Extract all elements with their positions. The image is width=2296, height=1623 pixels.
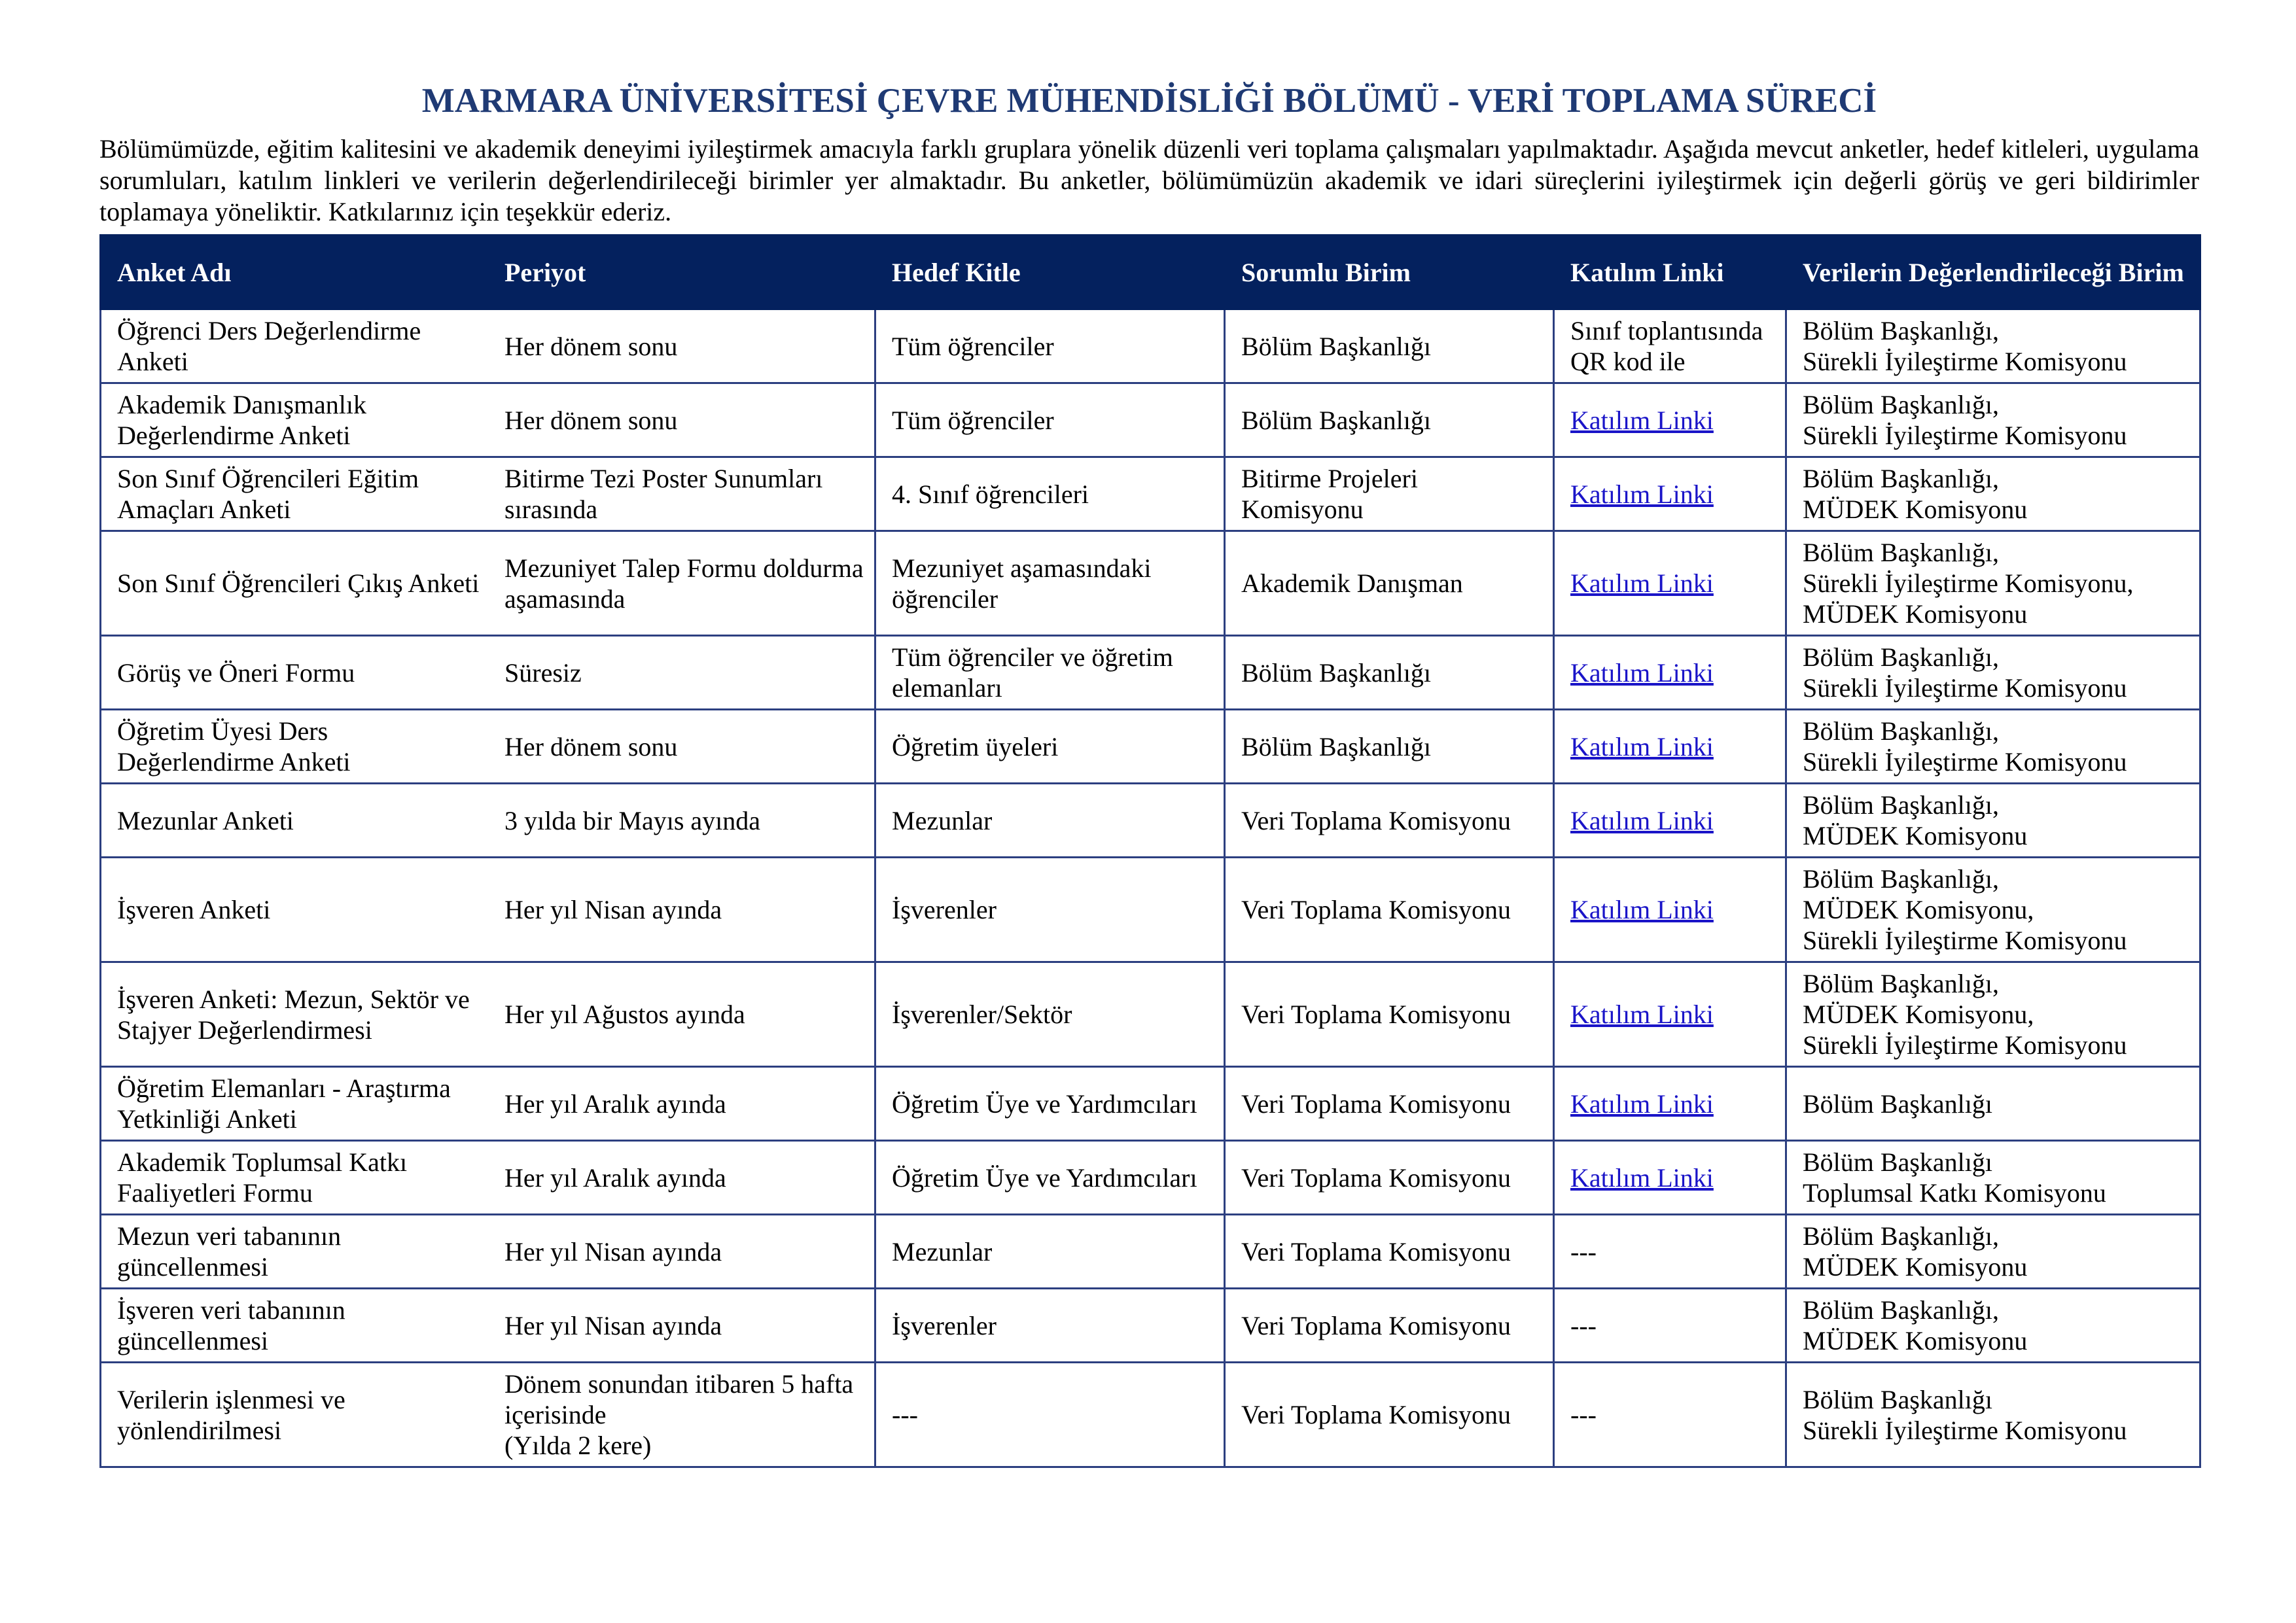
cell-evaluation-unit	[1786, 784, 2200, 858]
cell-participation-link	[1554, 1215, 1786, 1289]
cell-period	[488, 962, 875, 1067]
cell-text: ---	[1570, 1236, 1597, 1266]
table-row	[101, 1363, 2200, 1467]
table-row	[101, 309, 2200, 383]
header-period: Periyot	[488, 236, 875, 309]
participation-link[interactable]: Katılım Linki	[1570, 479, 1714, 509]
cell-text: Öğretim Üyesi Ders Değerlendirme Anketi	[117, 716, 351, 777]
cell-participation-link	[1554, 531, 1786, 636]
participation-link[interactable]: Katılım Linki	[1570, 405, 1714, 435]
cell-text: Veri Toplama Komisyonu	[1241, 1310, 1511, 1340]
cell-evaluation-unit	[1786, 636, 2200, 710]
cell-text: Son Sınıf Öğrencileri Eğitim Amaçları Anketi	[117, 464, 419, 524]
cell-target-audience	[875, 309, 1225, 383]
cell-text: Mezunlar	[892, 1236, 993, 1266]
cell-participation-link	[1554, 858, 1786, 962]
cell-text: Veri Toplama Komisyonu	[1241, 1162, 1511, 1193]
cell-text: Tüm öğrenciler ve öğretim elemanları	[892, 642, 1173, 703]
cell-participation-link	[1554, 1141, 1786, 1215]
cell-evaluation-unit	[1786, 309, 2200, 383]
cell-text: Mezuniyet aşamasındaki öğrenciler	[892, 553, 1152, 614]
cell-line: Bölüm Başkanlığı,	[1803, 464, 1999, 493]
cell-survey-name	[101, 1141, 488, 1215]
cell-period	[488, 1289, 875, 1363]
cell-responsible-unit	[1225, 858, 1554, 962]
cell-line: MÜDEK Komisyonu,	[1803, 895, 2034, 924]
table-header-row	[101, 236, 2200, 309]
cell-text: Verilerin işlenmesi ve yönlendirilmesi	[117, 1384, 345, 1445]
cell-period	[488, 1141, 875, 1215]
cell-line: MÜDEK Komisyonu	[1803, 495, 2028, 524]
cell-evaluation-unit	[1786, 1363, 2200, 1467]
cell-line: Bölüm Başkanlığı,	[1803, 1221, 1999, 1251]
cell-line: (Yılda 2 kere)	[504, 1431, 652, 1460]
cell-period	[488, 784, 875, 858]
table-row	[101, 1067, 2200, 1141]
cell-responsible-unit	[1225, 531, 1554, 636]
table-row	[101, 710, 2200, 784]
cell-line: Sürekli İyileştirme Komisyonu,	[1803, 568, 2134, 598]
cell-survey-name	[101, 1215, 488, 1289]
cell-text: Akademik Toplumsal Katkı Faaliyetleri Formu	[117, 1147, 408, 1208]
cell-text: Her yıl Nisan ayında	[504, 895, 722, 924]
cell-responsible-unit	[1225, 1141, 1554, 1215]
cell-target-audience	[875, 784, 1225, 858]
cell-evaluation-unit	[1786, 531, 2200, 636]
cell-survey-name	[101, 1363, 488, 1467]
cell-text: Öğretim üyeleri	[892, 731, 1059, 761]
cell-survey-name	[101, 858, 488, 962]
cell-text: İşverenler	[892, 895, 997, 924]
cell-text: Veri Toplama Komisyonu	[1241, 895, 1511, 924]
cell-line: Bölüm Başkanlığı,	[1803, 790, 1999, 820]
cell-line: Sürekli İyileştirme Komisyonu	[1803, 1030, 2127, 1060]
cell-target-audience	[875, 1289, 1225, 1363]
cell-responsible-unit	[1225, 962, 1554, 1067]
participation-link[interactable]: Katılım Linki	[1570, 895, 1714, 924]
cell-line: Bölüm Başkanlığı,	[1803, 390, 1999, 419]
cell-participation-link	[1554, 636, 1786, 710]
cell-participation-link	[1554, 1289, 1786, 1363]
cell-responsible-unit	[1225, 1067, 1554, 1141]
cell-line: Sürekli İyileştirme Komisyonu	[1803, 347, 2127, 376]
header-evaluation-unit: Verilerin Değerlendirileceği Birim	[1786, 236, 2200, 309]
cell-survey-name	[101, 962, 488, 1067]
participation-link[interactable]: Katılım Linki	[1570, 731, 1714, 761]
participation-link[interactable]: Katılım Linki	[1570, 1089, 1714, 1119]
cell-period	[488, 1215, 875, 1289]
cell-evaluation-unit	[1786, 1067, 2200, 1141]
cell-text: Veri Toplama Komisyonu	[1241, 1236, 1511, 1266]
cell-line: Sürekli İyileştirme Komisyonu	[1803, 421, 2127, 450]
cell-text: Öğretim Üye ve Yardımcıları	[892, 1162, 1197, 1193]
cell-line: Bölüm Başkanlığı,	[1803, 1295, 1999, 1325]
cell-evaluation-unit	[1786, 1215, 2200, 1289]
cell-evaluation-unit	[1786, 858, 2200, 962]
cell-text: Her dönem sonu	[504, 331, 678, 361]
cell-line: Sürekli İyileştirme Komisyonu	[1803, 1415, 2127, 1445]
page-title: MARMARA ÜNİVERSİTESİ ÇEVRE MÜHENDİSLİĞİ BÖLÜMÜ - VERİ TOPLAMA SÜRECİ	[421, 82, 1877, 120]
cell-responsible-unit	[1225, 636, 1554, 710]
cell-text: Bitirme Projeleri Komisyonu	[1241, 464, 1418, 524]
cell-text: 4. Sınıf öğrencileri	[892, 479, 1089, 509]
cell-participation-link	[1554, 962, 1786, 1067]
cell-text: Bölüm Başkanlığı	[1241, 657, 1431, 688]
table-row	[101, 1215, 2200, 1289]
cell-period	[488, 531, 875, 636]
cell-text: Akademik Danışmanlık Değerlendirme Anketi	[117, 390, 367, 450]
cell-responsible-unit	[1225, 457, 1554, 531]
cell-text: İşveren veri tabanının güncellenmesi	[117, 1295, 345, 1355]
cell-text: Mezun veri tabanının güncellenmesi	[117, 1221, 342, 1282]
cell-line: Bölüm Başkanlığı	[1803, 1147, 1992, 1177]
cell-period	[488, 1363, 875, 1467]
cell-line: Sürekli İyileştirme Komisyonu	[1803, 673, 2127, 703]
table-body	[101, 309, 2200, 1467]
cell-line: Dönem sonundan itibaren 5 hafta içerisinde	[504, 1369, 854, 1429]
cell-participation-link	[1554, 710, 1786, 784]
cell-text: Bölüm Başkanlığı	[1241, 331, 1431, 361]
cell-line: MÜDEK Komisyonu	[1803, 1252, 2028, 1282]
cell-text: Mezuniyet Talep Formu doldurma aşamasında	[504, 553, 864, 614]
cell-target-audience	[875, 531, 1225, 636]
cell-text: Veri Toplama Komisyonu	[1241, 1089, 1511, 1119]
cell-period	[488, 457, 875, 531]
cell-line: Toplumsal Katkı Komisyonu	[1803, 1178, 2106, 1208]
cell-line: Bölüm Başkanlığı	[1803, 1384, 1992, 1414]
cell-survey-name	[101, 710, 488, 784]
cell-text: Öğretim Üye ve Yardımcıları	[892, 1089, 1197, 1119]
cell-line: Bölüm Başkanlığı,	[1803, 642, 1999, 672]
cell-responsible-unit	[1225, 309, 1554, 383]
intro-paragraph: Bölümümüzde, eğitim kalitesini ve akademik deneyimi iyileştirmek amacıyla farklı gruplara yönelik düzenli veri toplama çalışmaları yapılmaktadır. Aşağıda mevcut anketler, hedef kitleleri, uygulama sorumluları, katılım linkleri ve verilerin değerlendirileceği birimler yer almaktadır. Bu anketler, bölümümüzün akademik ve idari süreçlerini iyileştirmek için değerli görüş ve geri bildirimler toplamaya yöneliktir. Katkılarınız için teşekkür ederiz.	[99, 134, 2199, 226]
cell-target-audience	[875, 1141, 1225, 1215]
header-target-audience: Hedef Kitle	[875, 236, 1225, 309]
cell-responsible-unit	[1225, 784, 1554, 858]
cell-text: Sınıf toplantısında QR kod ile	[1570, 316, 1763, 376]
cell-text: İşverenler	[892, 1310, 997, 1340]
cell-text: ---	[1570, 1400, 1597, 1429]
cell-evaluation-unit	[1786, 1289, 2200, 1363]
cell-text: Akademik Danışman	[1241, 568, 1463, 598]
cell-text: Her yıl Nisan ayında	[504, 1310, 722, 1340]
cell-line: Bölüm Başkanlığı,	[1803, 716, 1999, 746]
cell-text: Bölüm Başkanlığı	[1241, 731, 1431, 761]
table-row	[101, 858, 2200, 962]
cell-text: Mezunlar	[892, 805, 993, 835]
participation-link[interactable]: Katılım Linki	[1570, 1162, 1714, 1193]
table-row	[101, 1289, 2200, 1363]
cell-text: Veri Toplama Komisyonu	[1241, 805, 1511, 835]
cell-participation-link	[1554, 383, 1786, 457]
cell-period	[488, 383, 875, 457]
cell-target-audience	[875, 636, 1225, 710]
cell-responsible-unit	[1225, 710, 1554, 784]
cell-text: Görüş ve Öneri Formu	[117, 657, 355, 688]
cell-text: 3 yılda bir Mayıs ayında	[504, 805, 761, 835]
header-participation-link: Katılım Linki	[1554, 236, 1786, 309]
cell-text: ---	[892, 1400, 918, 1429]
cell-period	[488, 1067, 875, 1141]
cell-line: Bölüm Başkanlığı,	[1803, 864, 1999, 894]
cell-target-audience	[875, 383, 1225, 457]
cell-period	[488, 858, 875, 962]
cell-text: Tüm öğrenciler	[892, 405, 1054, 435]
table-row	[101, 962, 2200, 1067]
header-responsible-unit: Sorumlu Birim	[1225, 236, 1554, 309]
cell-participation-link	[1554, 309, 1786, 383]
cell-text: Her yıl Aralık ayında	[504, 1089, 726, 1119]
cell-period	[488, 710, 875, 784]
cell-text: Öğrenci Ders Değerlendirme Anketi	[117, 316, 421, 376]
cell-responsible-unit	[1225, 1215, 1554, 1289]
cell-survey-name	[101, 309, 488, 383]
cell-line: Sürekli İyileştirme Komisyonu	[1803, 747, 2127, 777]
cell-survey-name	[101, 457, 488, 531]
table-row	[101, 784, 2200, 858]
cell-responsible-unit	[1225, 1289, 1554, 1363]
cell-evaluation-unit	[1786, 383, 2200, 457]
table-row	[101, 457, 2200, 531]
table-row	[101, 1141, 2200, 1215]
cell-line: Bölüm Başkanlığı,	[1803, 316, 1999, 345]
survey-table	[99, 234, 2201, 1468]
cell-text: Bitirme Tezi Poster Sunumları sırasında	[504, 464, 823, 524]
cell-target-audience	[875, 457, 1225, 531]
cell-survey-name	[101, 1289, 488, 1363]
document-page	[99, 77, 2199, 1468]
cell-evaluation-unit	[1786, 457, 2200, 531]
cell-text: İşveren Anketi	[117, 895, 271, 924]
cell-participation-link	[1554, 457, 1786, 531]
participation-link[interactable]: Katılım Linki	[1570, 568, 1714, 598]
cell-target-audience	[875, 710, 1225, 784]
cell-text: Her yıl Aralık ayında	[504, 1162, 726, 1193]
cell-responsible-unit	[1225, 383, 1554, 457]
cell-text: Bölüm Başkanlığı	[1803, 1089, 1992, 1119]
cell-target-audience	[875, 1215, 1225, 1289]
cell-line: MÜDEK Komisyonu	[1803, 1326, 2028, 1355]
cell-text: ---	[1570, 1310, 1597, 1340]
participation-link[interactable]: Katılım Linki	[1570, 805, 1714, 835]
cell-survey-name	[101, 636, 488, 710]
cell-line: MÜDEK Komisyonu,	[1803, 1000, 2034, 1029]
cell-text: Son Sınıf Öğrencileri Çıkış Anketi	[117, 568, 480, 598]
cell-text: Süresiz	[504, 657, 582, 688]
table-row	[101, 636, 2200, 710]
cell-text: Her yıl Ağustos ayında	[504, 1000, 745, 1029]
cell-survey-name	[101, 531, 488, 636]
header-survey-name: Anket Adı	[101, 236, 488, 309]
cell-participation-link	[1554, 1363, 1786, 1467]
cell-period	[488, 309, 875, 383]
cell-text: Öğretim Elemanları - Araştırma Yetkinliği Anketi	[117, 1073, 451, 1134]
cell-text: Mezunlar Anketi	[117, 805, 294, 835]
cell-participation-link	[1554, 1067, 1786, 1141]
cell-period	[488, 636, 875, 710]
cell-line: Bölüm Başkanlığı,	[1803, 538, 1999, 567]
cell-evaluation-unit	[1786, 1141, 2200, 1215]
participation-link[interactable]: Katılım Linki	[1570, 1000, 1714, 1029]
cell-text: Her yıl Nisan ayında	[504, 1236, 722, 1266]
cell-line: MÜDEK Komisyonu	[1803, 821, 2028, 850]
cell-text: Veri Toplama Komisyonu	[1241, 1400, 1511, 1429]
cell-survey-name	[101, 383, 488, 457]
cell-line: Bölüm Başkanlığı,	[1803, 969, 1999, 998]
cell-text: Her dönem sonu	[504, 731, 678, 761]
cell-text: Her dönem sonu	[504, 405, 678, 435]
cell-line: MÜDEK Komisyonu	[1803, 599, 2028, 629]
cell-evaluation-unit	[1786, 962, 2200, 1067]
cell-survey-name	[101, 784, 488, 858]
cell-text: Veri Toplama Komisyonu	[1241, 1000, 1511, 1029]
cell-evaluation-unit	[1786, 710, 2200, 784]
table-row	[101, 383, 2200, 457]
cell-target-audience	[875, 962, 1225, 1067]
cell-target-audience	[875, 858, 1225, 962]
cell-target-audience	[875, 1363, 1225, 1467]
cell-responsible-unit	[1225, 1363, 1554, 1467]
cell-target-audience	[875, 1067, 1225, 1141]
cell-line: Sürekli İyileştirme Komisyonu	[1803, 926, 2127, 955]
cell-text: İşveren Anketi: Mezun, Sektör ve Stajyer Değerlendirmesi	[117, 984, 470, 1045]
participation-link[interactable]: Katılım Linki	[1570, 657, 1714, 688]
cell-text: İşverenler/Sektör	[892, 1000, 1072, 1029]
table-row	[101, 531, 2200, 636]
cell-participation-link	[1554, 784, 1786, 858]
cell-text: Tüm öğrenciler	[892, 331, 1054, 361]
cell-text: Bölüm Başkanlığı	[1241, 405, 1431, 435]
cell-survey-name	[101, 1067, 488, 1141]
